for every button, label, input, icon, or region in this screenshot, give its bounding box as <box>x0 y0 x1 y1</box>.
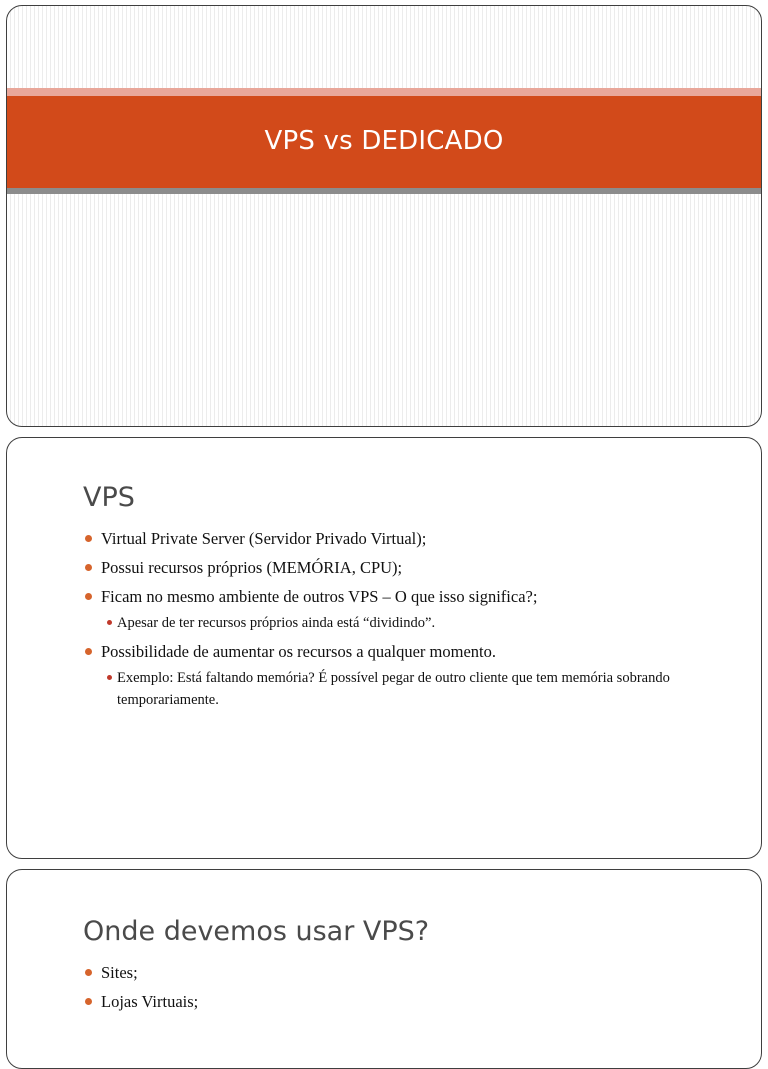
slide-heading: VPS <box>83 482 135 513</box>
bullet-dot-icon <box>85 998 92 1005</box>
bullet-item <box>83 528 731 550</box>
sub-bullet-text: Apesar de ter recursos próprios ainda está “dividindo”. <box>117 615 436 631</box>
title-band-accent <box>7 88 761 96</box>
vps-slide <box>6 437 762 859</box>
bullet-dot-icon <box>85 593 92 600</box>
bullet-item <box>83 641 731 663</box>
title-band-shadow <box>7 188 761 194</box>
bullet-item <box>83 962 731 984</box>
bullet-dot-icon <box>85 969 92 976</box>
title-band <box>7 96 761 188</box>
sub-bullet-dot-icon <box>107 675 112 680</box>
bullet-item <box>83 586 731 608</box>
sub-bullet-dot-icon <box>107 620 112 625</box>
bullet-dot-icon <box>85 564 92 571</box>
bullet-text: Lojas Virtuais; <box>101 992 199 1011</box>
sub-bullet-item <box>83 612 731 634</box>
bullet-item <box>83 557 731 579</box>
bullet-list <box>83 528 731 718</box>
bullet-dot-icon <box>85 648 92 655</box>
sub-bullet-text: Exemplo: Está faltando memória? É possível pegar de outro cliente que tem memória sobrando temporariamente. <box>117 670 670 708</box>
title-slide <box>6 5 762 427</box>
slide-heading: Onde devemos usar VPS? <box>83 916 430 947</box>
bullet-text: Possui recursos próprios (MEMÓRIA, CPU); <box>101 558 403 577</box>
bullet-list <box>83 962 731 1020</box>
bullet-dot-icon <box>85 535 92 542</box>
vps-usage-slide <box>6 869 762 1069</box>
sub-bullet-item <box>83 667 731 711</box>
bullet-text: Possibilidade de aumentar os recursos a qualquer momento. <box>101 642 496 661</box>
bullet-item <box>83 991 731 1013</box>
bullet-text: Virtual Private Server (Servidor Privado Virtual); <box>101 529 427 548</box>
bullet-text: Sites; <box>101 963 138 982</box>
slide-title: VPS vs DEDICADO <box>264 126 504 156</box>
bullet-text: Ficam no mesmo ambiente de outros VPS – O que isso significa?; <box>101 587 538 606</box>
